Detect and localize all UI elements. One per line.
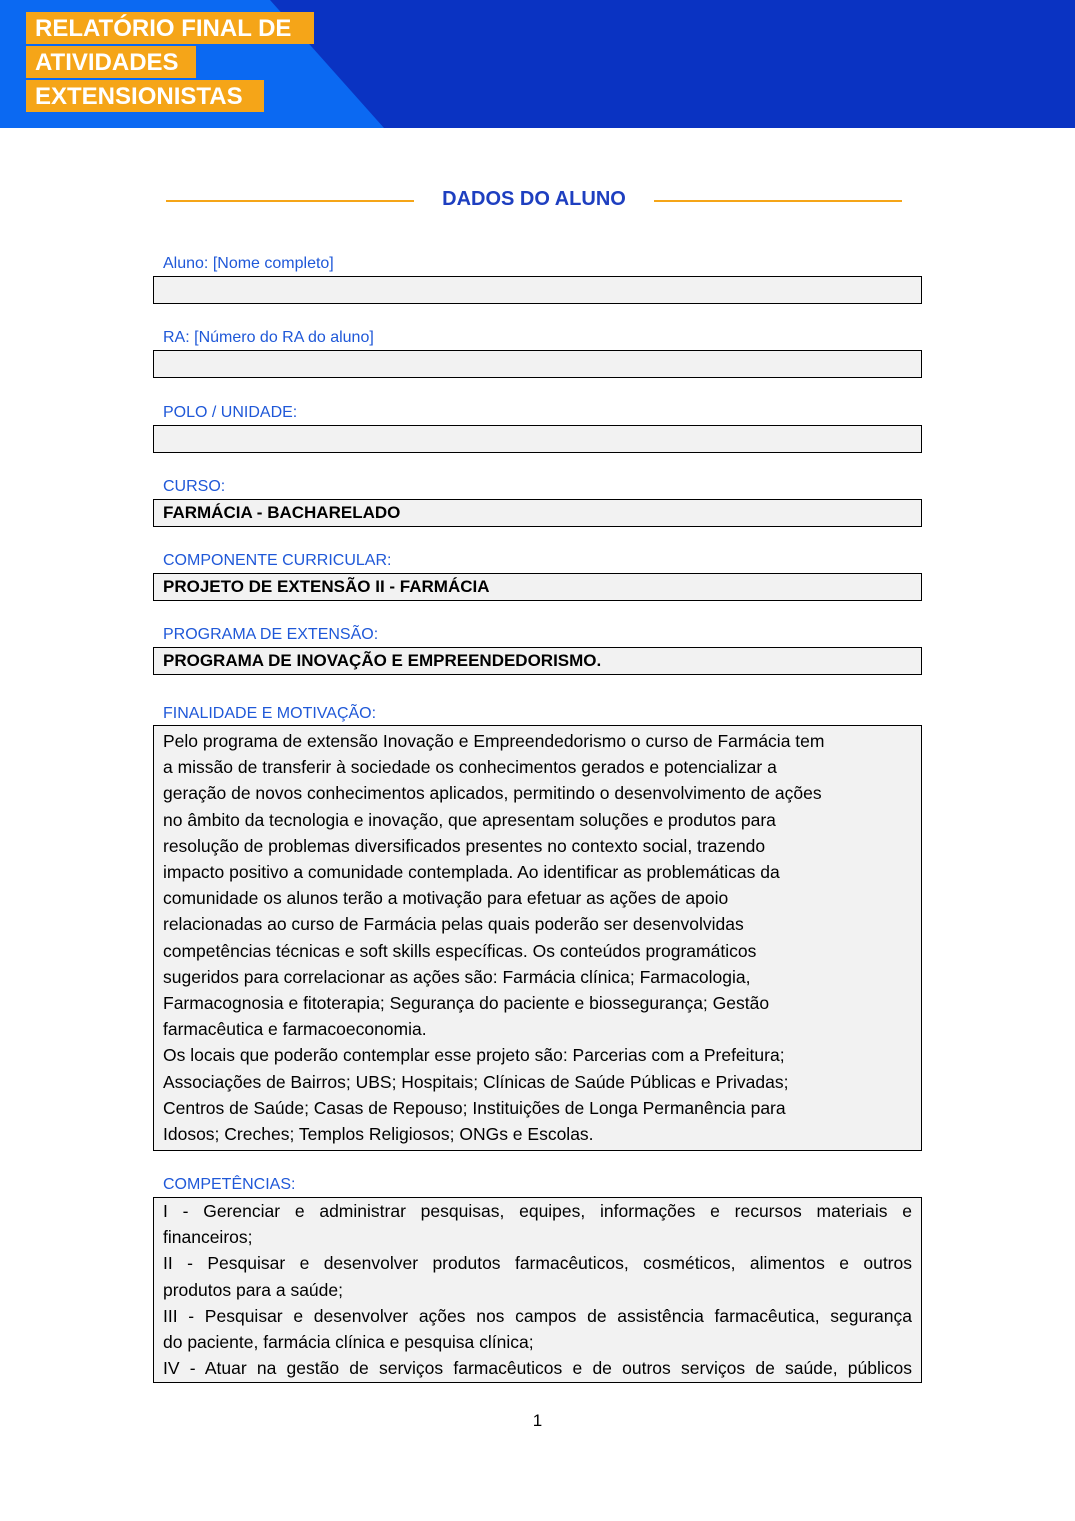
polo-label: POLO / UNIDADE: (163, 404, 298, 421)
programa-field[interactable] (153, 647, 922, 675)
competencias-line: I - Gerenciar e administrar pesquisas, equipes, informações e recursos materiais e (163, 1201, 912, 1221)
finalidade-line: Idosos; Creches; Templos Religiosos; ONGs e Escolas. (163, 1124, 594, 1145)
finalidade-line: relacionadas ao curso de Farmácia pelas quais poderão ser desenvolvidas (163, 914, 744, 935)
finalidade-line: Centros de Saúde; Casas de Repouso; Instituições de Longa Permanência para (163, 1097, 786, 1118)
componente-value: PROJETO DE EXTENSÃO II - FARMÁCIA (163, 577, 490, 596)
heading-rule-right (654, 200, 902, 202)
header-banner (0, 0, 1075, 128)
page-number: 1 (532, 1411, 543, 1430)
aluno-field[interactable] (153, 276, 922, 304)
finalidade-line: Farmacognosia e fitoterapia; Segurança do paciente e biossegurança; Gestão (163, 993, 770, 1014)
competencias-label: COMPETÊNCIAS: (163, 1176, 296, 1193)
finalidade-line: competências técnicas e soft skills específicas. Os conteúdos programáticos (163, 940, 757, 961)
finalidade-line: a missão de transferir à sociedade os conhecimentos gerados e potencializar a (163, 757, 777, 778)
finalidade-line: geração de novos conhecimentos aplicados, permitindo o desenvolvimento de ações (163, 783, 822, 804)
finalidade-line: resolução de problemas diversificados presentes no contexto social, trazendo (163, 835, 766, 856)
curso-value: FARMÁCIA - BACHARELADO (163, 503, 401, 522)
finalidade-line: no âmbito da tecnologia e inovação, que apresentam soluções e produtos para (163, 809, 776, 830)
report-title-line-1: RELATÓRIO FINAL DE (26, 12, 314, 44)
finalidade-line: Associações de Bairros; UBS; Hospitais; Clínicas de Saúde Públicas e Privadas; (163, 1071, 789, 1092)
componente-label: COMPONENTE CURRICULAR: (163, 552, 392, 569)
finalidade-line: Os locais que poderão contemplar esse projeto são: Parcerias com a Prefeitura; (163, 1045, 785, 1066)
ra-label: RA: [Número do RA do aluno] (163, 329, 374, 346)
ra-field[interactable] (153, 350, 922, 378)
competencias-line: do paciente, farmácia clínica e pesquisa clínica; (163, 1332, 534, 1353)
section-heading (166, 184, 902, 214)
finalidade-line: Pelo programa de extensão Inovação e Empreendedorismo o curso de Farmácia tem (163, 731, 825, 751)
curso-label: CURSO: (163, 478, 226, 495)
competencias-field[interactable] (153, 1197, 922, 1383)
competencias-line: produtos para a saúde; (163, 1279, 343, 1300)
finalidade-label: FINALIDADE E MOTIVAÇÃO: (163, 705, 377, 722)
componente-field[interactable] (153, 573, 922, 601)
polo-field[interactable] (153, 425, 922, 453)
report-title-line-3: EXTENSIONISTAS (26, 80, 264, 112)
section-title: DADOS DO ALUNO (442, 188, 626, 210)
finalidade-line: farmacêutica e farmacoeconomia. (163, 1019, 427, 1040)
competencias-line: III - Pesquisar e desenvolver ações nos campos de assistência farmacêutica, segurança (163, 1305, 912, 1326)
programa-value: PROGRAMA DE INOVAÇÃO E EMPREENDEDORISMO. (163, 651, 602, 670)
finalidade-line: impacto positivo a comunidade contemplada. Ao identificar as problemáticas da (163, 862, 780, 883)
report-title-line-2: ATIVIDADES (26, 46, 196, 78)
heading-rule-left (166, 200, 414, 202)
aluno-label: Aluno: [Nome completo] (163, 255, 334, 272)
finalidade-line: sugeridos para correlacionar as ações são: Farmácia clínica; Farmacologia, (163, 966, 751, 987)
programa-label: PROGRAMA DE EXTENSÃO: (163, 626, 379, 643)
competencias-line: II - Pesquisar e desenvolver produtos farmacêuticos, cosméticos, alimentos e outros (163, 1253, 912, 1274)
curso-field[interactable] (153, 499, 922, 527)
finalidade-line: comunidade os alunos terão a motivação para efetuar as ações de apoio (163, 888, 729, 909)
competencias-line: IV - Atuar na gestão de serviços farmacêuticos e de outros serviços de saúde, públicos (163, 1358, 912, 1379)
competencias-line: financeiros; (163, 1227, 253, 1248)
finalidade-field[interactable] (153, 725, 922, 1151)
